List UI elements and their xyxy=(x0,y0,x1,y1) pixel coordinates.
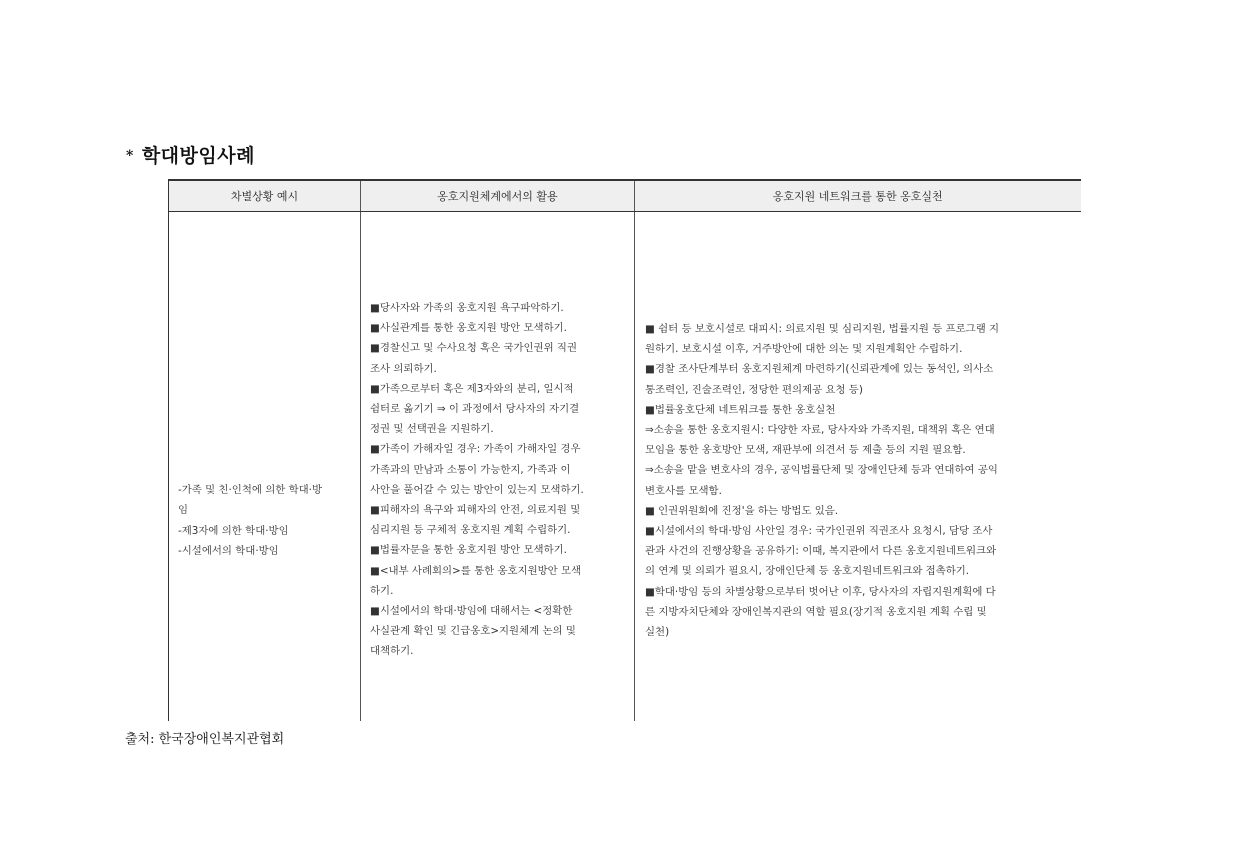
cell-line: 임 xyxy=(178,504,189,517)
cell-line: 실천) xyxy=(645,626,670,639)
cell-line: 조사 의뢰하기. xyxy=(370,362,437,375)
header-discrimination-example: 차별상황 예시 xyxy=(169,180,361,212)
cell-line: 통조력인, 진술조력인, 정당한 편의제공 요청 등) xyxy=(645,383,863,396)
cell-line: ■법률자문을 통한 옹호지원 방안 모색하기. xyxy=(370,544,567,557)
header-network-advocacy-practice: 옹호지원 네트워크를 통한 옹호실천 xyxy=(635,180,1082,212)
cell-line: 의 연계 및 의뢰가 필요시, 장애인단체 등 옹호지원네트워크와 접촉하기. xyxy=(645,565,970,578)
cell-line: 하기. xyxy=(370,584,394,597)
cell-line: ■학대·방임 등의 차별상황으로부터 벗어난 이후, 당사자의 자립지원계획에 다 xyxy=(645,585,996,598)
cell-line: 쉼터로 옮기기 ⇒ 이 과정에서 당사자의 자기결 xyxy=(370,403,580,416)
cell-line: ■ 인권위원회에 진정'을 하는 방법도 있음. xyxy=(645,504,839,517)
cell-line: ■가족이 가해자일 경우: 가족이 가해자일 경우 xyxy=(370,443,581,456)
section-heading xyxy=(126,141,255,168)
cell-line: -가족 및 친·인척에 의한 학대·방 xyxy=(178,484,323,497)
table-header-row xyxy=(169,180,1082,212)
heading-title: 학대방임사례 xyxy=(141,145,255,167)
cell-line: 변호사를 모색함. xyxy=(645,484,722,497)
cell-line: 른 지방자치단체와 장애인복지관의 역할 필요(장기적 옹호지원 계획 수립 및 xyxy=(645,605,987,618)
cell-line: 모임을 통한 옹호방안 모색, 재판부에 의견서 등 제출 등의 지원 필요함. xyxy=(645,444,966,457)
cell-line: 관과 사건의 진행상황을 공유하기: 이때, 복지관에서 다른 옹호지원네트워크와 xyxy=(645,545,997,558)
cell-line: -제3자에 의한 학대·방임 xyxy=(178,524,289,537)
cell-line: ■<내부 사례회의>를 통한 옹호지원방안 모색 xyxy=(370,564,582,577)
cell-line: ■가족으로부터 혹은 제3자와의 분리, 일시적 xyxy=(370,382,574,395)
cell-discrimination-example xyxy=(169,212,361,722)
cell-line: 심리지원 등 구체적 옹호지원 계획 수립하기. xyxy=(370,524,571,537)
cell-line: 원하기. 보호시설 이후, 거주방안에 대한 의논 및 지원계획안 수립하기. xyxy=(645,343,963,356)
cell-line: 정권 및 선택권을 지원하기. xyxy=(370,423,494,436)
heading-bullet: * xyxy=(126,148,134,164)
cell-line: ■피해자의 욕구와 피해자의 안전, 의료지원 및 xyxy=(370,504,581,517)
cell-line: ■사실관계를 통한 옹호지원 방안 모색하기. xyxy=(370,322,567,335)
cell-advocacy-system-use xyxy=(361,212,635,722)
cell-line: ■경찰신고 및 수사요청 혹은 국가인권위 직권 xyxy=(370,342,578,355)
cell-line: ⇒소송을 통한 옹호지원시: 다양한 자료, 당사자와 가족지원, 대책위 혹은 연대 xyxy=(645,424,995,437)
cell-line: ■시설에서의 학대·방임에 대해서는 <정확한 xyxy=(370,605,573,618)
table-row xyxy=(169,212,1082,722)
cell-line: 사안을 풀어갈 수 있는 방안이 있는지 모색하기. xyxy=(370,483,584,496)
source-note: 출처: 한국장애인복지관협회 xyxy=(125,732,285,747)
cell-line: ■ 쉼터 등 보호시설로 대피시: 의료지원 및 심리지원, 법률지원 등 프로그램 지 xyxy=(645,323,1000,335)
cell-line: ■법률옹호단체 네트워크를 통한 옹호실천 xyxy=(645,403,836,416)
cell-line: 사실관계 확인 및 긴급옹호>지원체계 논의 및 xyxy=(370,625,576,638)
case-table-container xyxy=(168,179,1081,721)
cell-line: ⇒소송을 맡을 변호사의 경우, 공익법률단체 및 장애인단체 등과 연대하여 공익 xyxy=(645,464,998,477)
cell-line: 가족과의 만남과 소통이 가능한지, 가족과 이 xyxy=(370,463,571,476)
cell-line: -시설에서의 학대·방임 xyxy=(178,544,279,557)
cell-line: ■경찰 조사단계부터 옹호지원체계 마련하기(신뢰관계에 있는 동석인, 의사소 xyxy=(645,363,994,376)
cell-network-advocacy-practice xyxy=(635,212,1082,722)
case-table xyxy=(168,179,1081,721)
cell-line: 대책하기. xyxy=(370,645,414,658)
header-advocacy-system-use: 옹호지원체계에서의 활용 xyxy=(361,180,635,212)
cell-line: ■시설에서의 학대·방임 사안일 경우: 국가인권위 직권조사 요청시, 담당 조사 xyxy=(645,525,993,538)
cell-line: ■당사자와 가족의 옹호지원 욕구파악하기. xyxy=(370,302,564,314)
